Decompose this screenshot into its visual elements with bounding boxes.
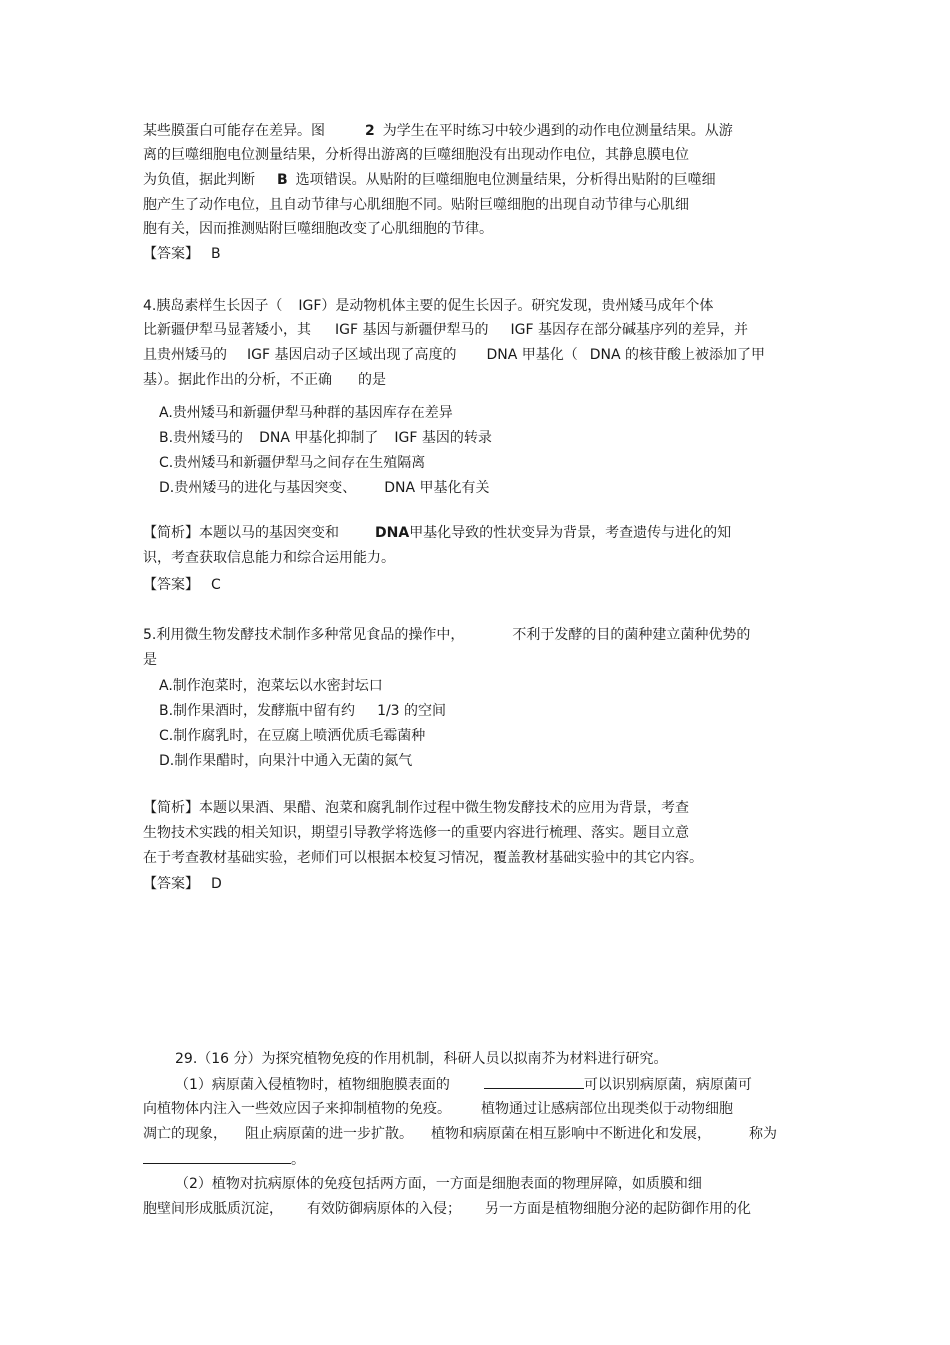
analysis-line: 【简析】本题以果酒、果醋、泡菜和腐乳制作过程中微生物发酵技术的应用为背景，考查 <box>143 800 689 816</box>
question-line: （1）病原菌入侵植物时，植物细胞膜表面的 可以识别病原菌，病原菌可 <box>175 1077 752 1093</box>
option-a: A.制作泡菜时，泡菜坛以水密封坛口 <box>159 678 383 694</box>
question-line: 。 <box>143 1150 305 1169</box>
option-d: D.制作果醋时，向果汁中通入无菌的氮气 <box>159 753 413 769</box>
analysis-line: 在于考查教材基础实验，老师们可以根据本校复习情况，覆盖教材基础实验中的其它内容。 <box>143 850 703 866</box>
paragraph-line: 胞产生了动作电位，且自动节律与心肌细胞不同。贴附巨噬细胞的出现自动节律与心肌细 <box>143 197 689 213</box>
question-line: 5.利用微生物发酵技术制作多种常见食品的操作中， 不利于发酵的目的菌种建立菌种优势的 <box>143 627 751 643</box>
question-line: 是 <box>143 652 157 668</box>
option-b: B.制作果酒时，发酵瓶中留有约 1/3 的空间 <box>159 703 447 719</box>
answer-line: 【答案】 B <box>143 246 221 262</box>
paragraph-line: 离的巨噬细胞电位测量结果，分析得出游离的巨噬细胞没有出现动作电位，其静息膜电位 <box>143 147 689 163</box>
answer-line: 【答案】 C <box>143 577 221 593</box>
option-d: D.贵州矮马的进化与基因突变、 DNA 甲基化有关 <box>159 480 490 496</box>
question-line: 向植物体内注入一些效应因子来抑制植物的免疫。 植物通过让感病部位出现类似于动物细胞 <box>143 1101 733 1117</box>
answer-line: 【答案】 D <box>143 876 222 892</box>
option-c: C.制作腐乳时，在豆腐上喷洒优质毛霉菌种 <box>159 728 426 744</box>
paragraph-line: 为负值，据此判断 B 选项错误。从贴附的巨噬细胞电位测量结果，分析得出贴附的巨噬细 <box>143 172 716 188</box>
question-line: 胞壁间形成胝质沉淀， 有效防御病原体的入侵； 另一方面是植物细胞分泌的起防御作用的化 <box>143 1201 751 1217</box>
paragraph-line: 胞有关，因而推测贴附巨噬细胞改变了心肌细胞的节律。 <box>143 221 493 237</box>
option-a: A.贵州矮马和新疆伊犁马种群的基因库存在差异 <box>159 405 453 421</box>
question-line: 基）。据此作出的分析，不正确 的是 <box>143 372 386 388</box>
paragraph-line: 某些膜蛋白可能存在差异。图 2 为学生在平时练习中较少遇到的动作电位测量结果。从游 <box>143 123 733 139</box>
analysis-line: 【简析】本题以马的基因突变和 DNA甲基化导致的性状变异为背景，考查遗传与进化的知 <box>143 525 732 541</box>
question-line: （2）植物对抗病原体的免疫包括两方面，一方面是细胞表面的物理屏障，如质膜和细 <box>175 1176 702 1192</box>
answer-blank[interactable] <box>484 1075 584 1089</box>
analysis-line: 生物技术实践的相关知识，期望引导教学将选修一的重要内容进行梳理、落实。题目立意 <box>143 825 689 841</box>
question-line: 4.胰岛素样生长因子（ IGF）是动物机体主要的促生长因子。研究发现，贵州矮马成年个体 <box>143 298 714 314</box>
question-title: 29.（16 分）为探究植物免疫的作用机制，科研人员以拟南芥为材料进行研究。 <box>175 1051 668 1067</box>
question-line: 凋亡的现象， 阻止病原菌的进一步扩散。 植物和病原菌在相互影响中不断进化和发展， 称为 <box>143 1126 777 1142</box>
question-line: 且贵州矮马的 IGF 基因启动子区域出现了高度的 DNA 甲基化（ DNA 的核苷酸上被添加了甲 <box>143 347 766 363</box>
analysis-line: 识，考查获取信息能力和综合运用能力。 <box>143 550 395 566</box>
answer-blank[interactable] <box>143 1150 291 1164</box>
option-b: B.贵州矮马的 DNA 甲基化抑制了 IGF 基因的转录 <box>159 430 492 446</box>
option-c: C.贵州矮马和新疆伊犁马之间存在生殖隔离 <box>159 455 426 471</box>
question-line: 比新疆伊犁马显著矮小，其 IGF 基因与新疆伊犁马的 IGF 基因存在部分碱基序列的差异，并 <box>143 322 748 338</box>
